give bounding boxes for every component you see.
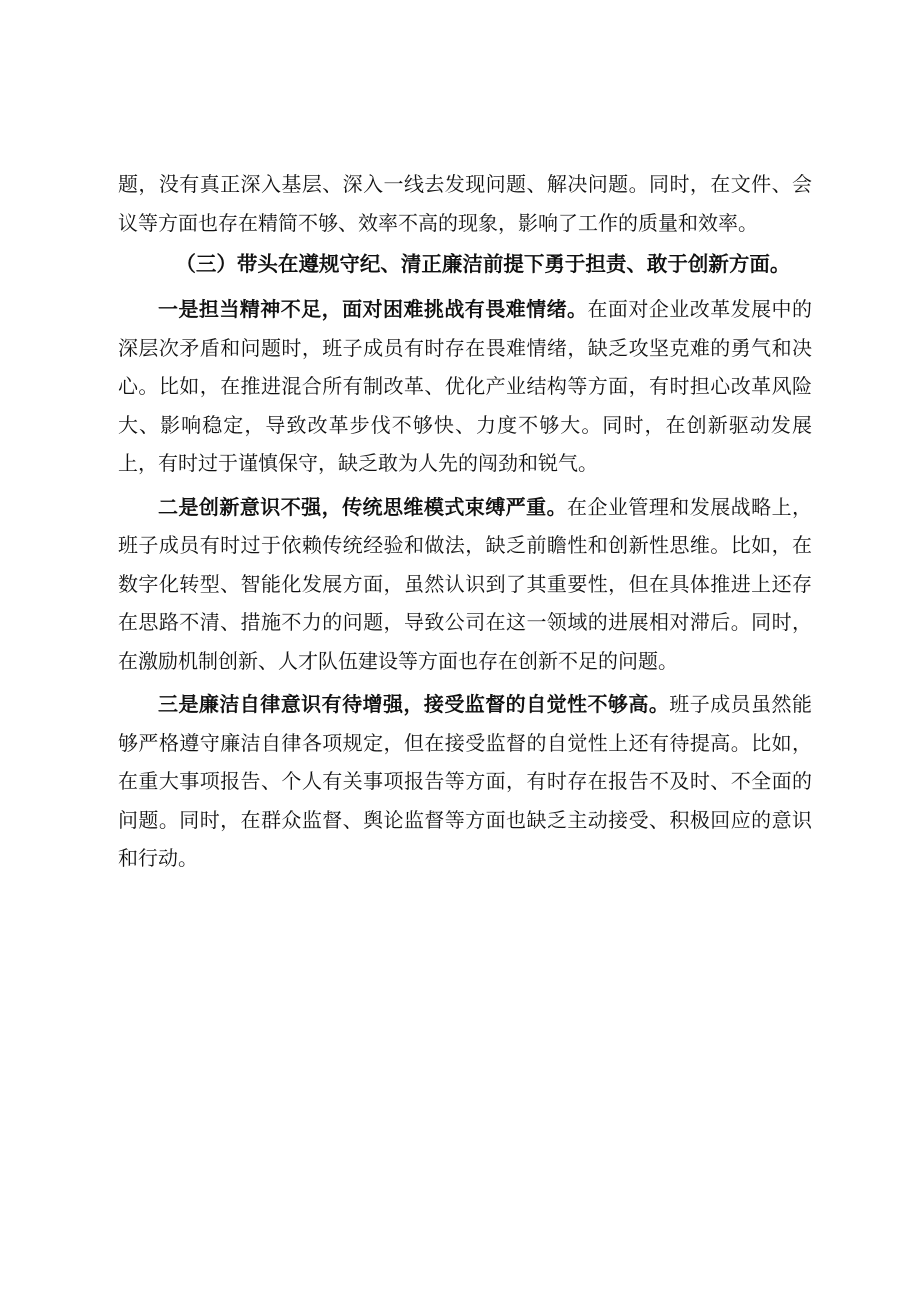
- topic-paragraph-1: [118, 290, 812, 483]
- paragraph-continuation: 题，没有真正深入基层、深入一线去发现问题、解决问题。同时，在文件、会议等方面也存在精简不够、效率不高的现象，影响了工作的质量和效率。: [118, 172, 812, 235]
- topic-body-3: 班子成员虽然能够严格遵守廉洁自律各项规定，但在接受监督的自觉性上还有待提高。比如，在重大事项报告、个人有关事项报告等方面，有时存在报告不及时、不全面的问题。同时，在群众监督、舆论监督等方面也缺乏主动接受、积极回应的意识和行动。: [118, 692, 813, 870]
- section-heading: （三）带头在遵规守纪、清正廉洁前提下勇于担责、敢于创新方面。: [175, 252, 791, 276]
- topic-body-2: 在企业管理和发展战略上，班子成员有时过于依赖传统经验和做法，缺乏前瞻性和创新性思维。比如，在数字化转型、智能化发展方面，虽然认识到了其重要性，但在具体推进上还存在思路不清、措施不力的问题，导致公司在这一领域的进展相对滞后。同时，在激励机制创新、人才队伍建设等方面也存在创新不足的问题。: [118, 494, 813, 673]
- document-body: [118, 165, 812, 878]
- topic-lead-1: 一是担当精神不足，面对困难挑战有畏难情绪。: [158, 297, 588, 321]
- topic-lead-2: 二是创新意识不强，传统思维模式束缚严重。: [158, 494, 568, 519]
- topic-lead-3: 三是廉洁自律意识有待增强，接受监督的自觉性不够高。: [158, 692, 670, 716]
- topic-paragraph-2: [118, 488, 812, 681]
- topic-paragraph-3: [118, 685, 812, 878]
- topic-body-1: 在面对企业改革发展中的深层次矛盾和问题时，班子成员有时存在畏难情绪，缺乏攻坚克难的勇气和决心。比如，在推进混合所有制改革、优化产业结构等方面，有时担心改革风险大、影响稳定，导致改革步伐不够快、力度不够大。同时，在创新驱动发展上，有时过于谨慎保守，缺乏敢为人先的闯劲和锐气。: [118, 297, 813, 475]
